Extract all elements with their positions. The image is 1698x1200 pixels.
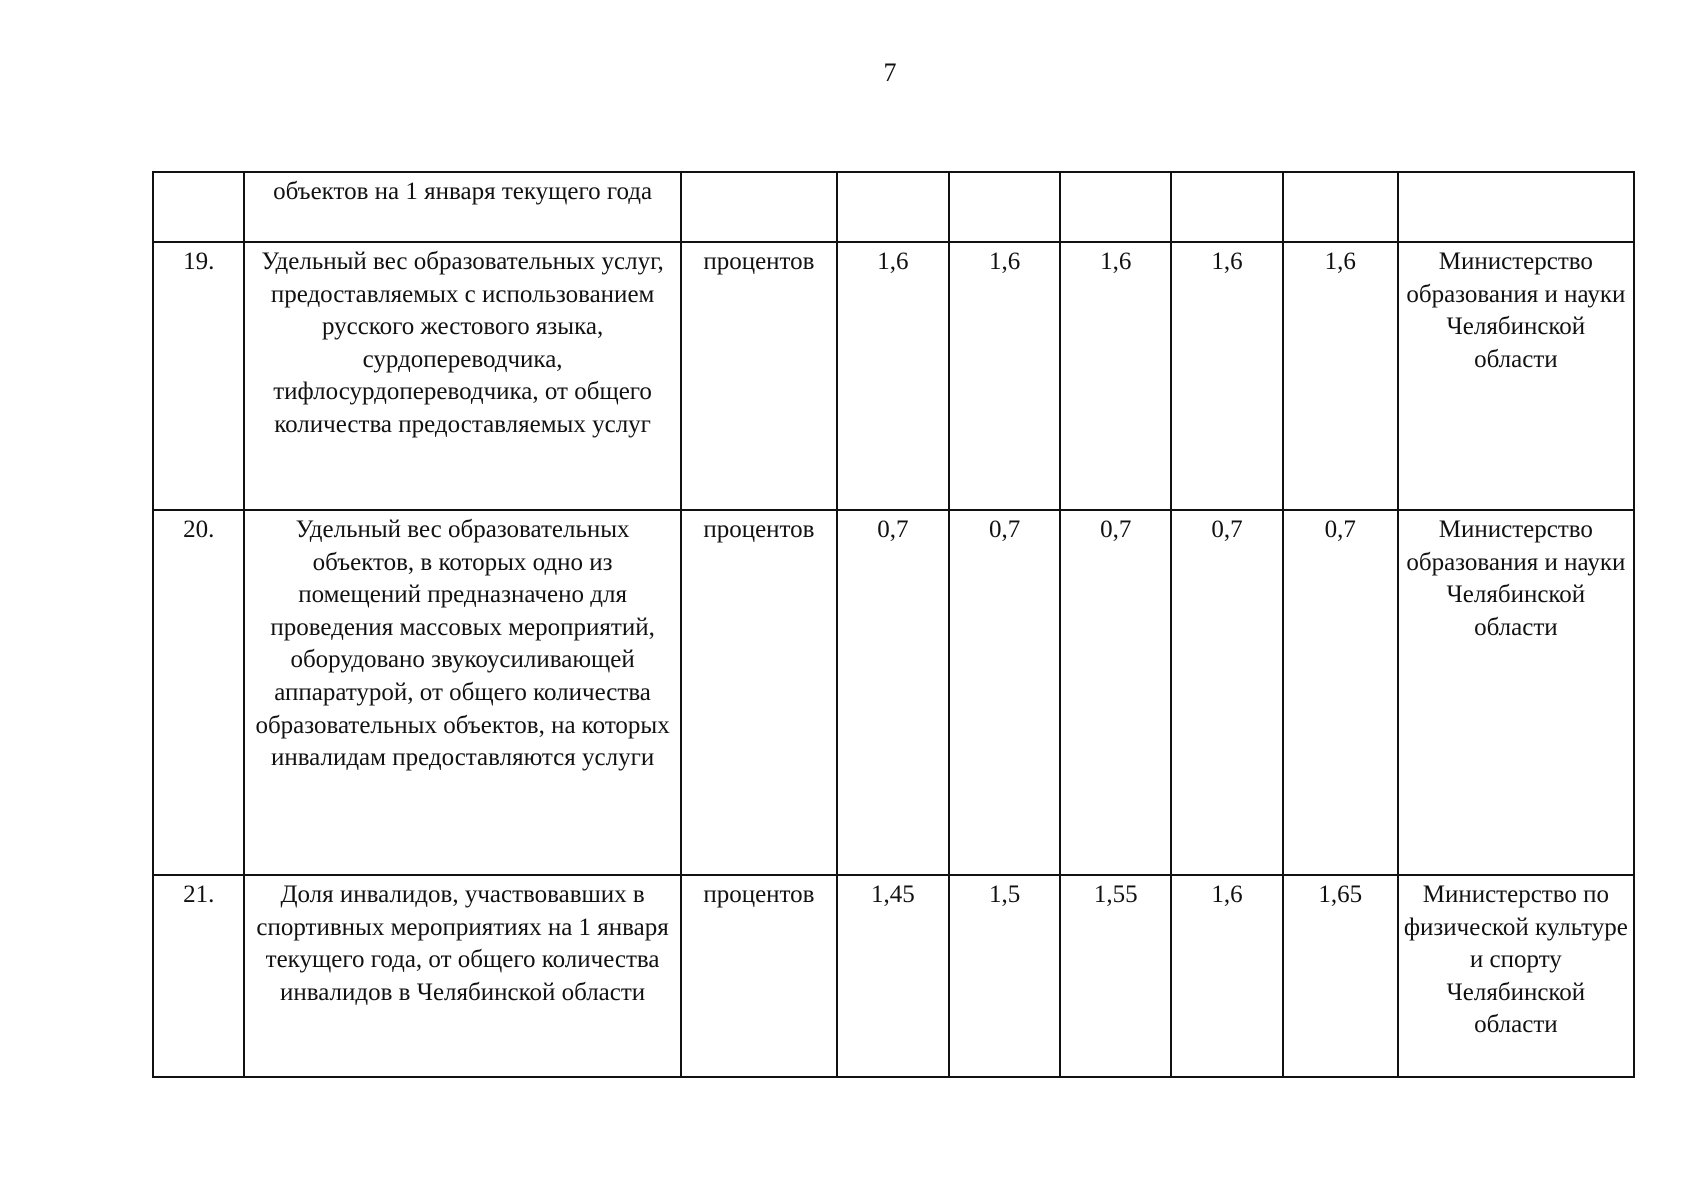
row-value: 0,7 xyxy=(1171,510,1283,875)
row-responsible xyxy=(1398,172,1634,242)
row-value: 1,6 xyxy=(1171,242,1283,510)
row-unit xyxy=(681,172,837,242)
row-value: 1,6 xyxy=(837,242,949,510)
row-value: 1,55 xyxy=(1060,875,1171,1077)
row-value xyxy=(1060,172,1171,242)
table-row xyxy=(153,875,1634,1077)
row-value: 0,7 xyxy=(1283,510,1398,875)
row-value: 1,45 xyxy=(837,875,949,1077)
row-value xyxy=(949,172,1061,242)
row-number: 21. xyxy=(153,875,244,1077)
row-value: 1,6 xyxy=(1171,875,1283,1077)
row-value: 1,6 xyxy=(949,242,1061,510)
row-value: 0,7 xyxy=(949,510,1061,875)
table-row-continuation xyxy=(153,172,1634,242)
row-description: объектов на 1 января текущего года xyxy=(244,172,680,242)
row-description: Доля инвалидов, участвовавших в спортивных мероприятиях на 1 января текущего года, от общего количества инвалидов в Челябинской области xyxy=(244,875,680,1077)
table-row xyxy=(153,242,1634,510)
page-number: 7 xyxy=(883,58,897,87)
row-responsible: Министерство образования и науки Челябинской области xyxy=(1398,242,1634,510)
row-value: 1,65 xyxy=(1283,875,1398,1077)
row-responsible: Министерство по физической культуре и спорту Челябинской области xyxy=(1398,875,1634,1077)
row-number: 19. xyxy=(153,242,244,510)
row-unit: процентов xyxy=(681,510,837,875)
row-value xyxy=(1283,172,1398,242)
row-number: 20. xyxy=(153,510,244,875)
row-value: 1,6 xyxy=(1060,242,1171,510)
row-description: Удельный вес образовательных объектов, в которых одно из помещений предназначено для проведения массовых мероприятий, оборудовано звукоусиливающей аппаратурой, от общего количества образовательных объектов, на которых инвалидам предоставляются услуги xyxy=(244,510,680,875)
row-description: Удельный вес образовательных услуг, предоставляемых с использованием русского жестового языка, сурдопереводчика, тифлосурдопереводчика, от общего количества предоставляемых услуг xyxy=(244,242,680,510)
row-value: 0,7 xyxy=(837,510,949,875)
row-responsible: Министерство образования и науки Челябинской области xyxy=(1398,510,1634,875)
table-row xyxy=(153,510,1634,875)
row-value xyxy=(1171,172,1283,242)
row-number xyxy=(153,172,244,242)
indicators-table xyxy=(152,171,1635,1078)
row-value: 0,7 xyxy=(1060,510,1171,875)
row-unit: процентов xyxy=(681,242,837,510)
row-unit: процентов xyxy=(681,875,837,1077)
row-value: 1,5 xyxy=(949,875,1061,1077)
row-value xyxy=(837,172,949,242)
row-value: 1,6 xyxy=(1283,242,1398,510)
